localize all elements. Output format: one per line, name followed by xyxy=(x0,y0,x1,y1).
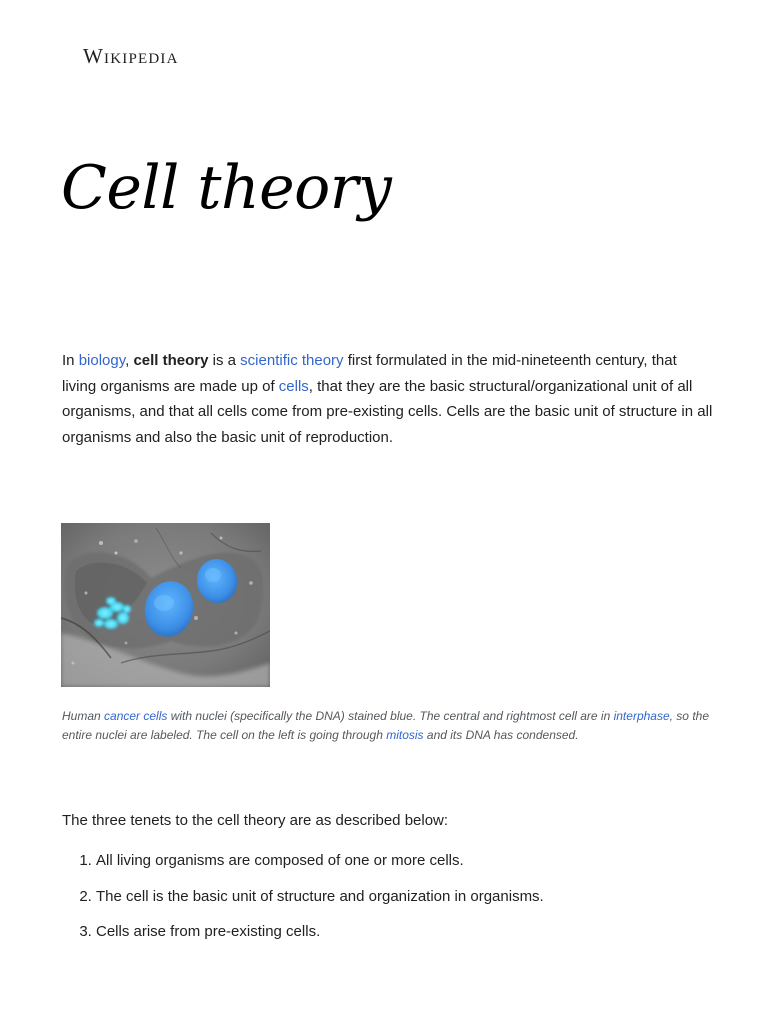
caption-text: and its DNA has condensed. xyxy=(423,727,579,742)
list-item: 1. All living organisms are composed of one or more cells. xyxy=(96,850,544,872)
tenets-intro: The three tenets to the cell theory are as described below: xyxy=(62,812,449,829)
bold-term: cell theory xyxy=(133,352,209,369)
lead-text: , xyxy=(125,352,134,369)
caption-text: Human xyxy=(62,709,105,723)
link-interphase[interactable]: interphase xyxy=(613,709,670,723)
link-scientific-theory[interactable]: scientific theory xyxy=(240,352,344,369)
wikipedia-logo[interactable]: Wikipedia xyxy=(83,44,179,68)
lead-text: In xyxy=(62,352,79,369)
cell-micrograph xyxy=(61,523,270,687)
figure-caption xyxy=(62,707,714,744)
lead-paragraph xyxy=(62,348,714,450)
caption-text: with nuclei (specifically the DNA) stained blue. The central and rightmost cell are in xyxy=(167,709,614,723)
cell-image[interactable] xyxy=(61,523,270,687)
link-mitosis[interactable]: mitosis xyxy=(386,727,424,742)
list-item: 2. The cell is the basic unit of structure and organization in organisms. xyxy=(96,886,544,908)
caption-text: , so the entire nuclei are labeled. The cell on the left is going through xyxy=(62,709,709,742)
tenets-list xyxy=(62,850,544,957)
link-biology[interactable]: biology xyxy=(78,352,126,369)
lead-text: first formulated in the mid-nineteenth century, that living organisms are made up of xyxy=(62,352,677,395)
link-cancer-cells[interactable]: cancer cells xyxy=(104,709,168,723)
lead-text: , that they are the basic structural/organizational unit of all organisms, and that all cells come from pre-existing cells. Cells are the basic unit of structure in all organisms and also the basic unit of reproduction. xyxy=(62,377,713,446)
page-title: Cell theory xyxy=(61,153,392,223)
lead-text: is a xyxy=(208,352,241,369)
list-item: 3. Cells arise from pre-existing cells. xyxy=(96,921,544,943)
link-cells[interactable]: cells xyxy=(278,377,309,395)
